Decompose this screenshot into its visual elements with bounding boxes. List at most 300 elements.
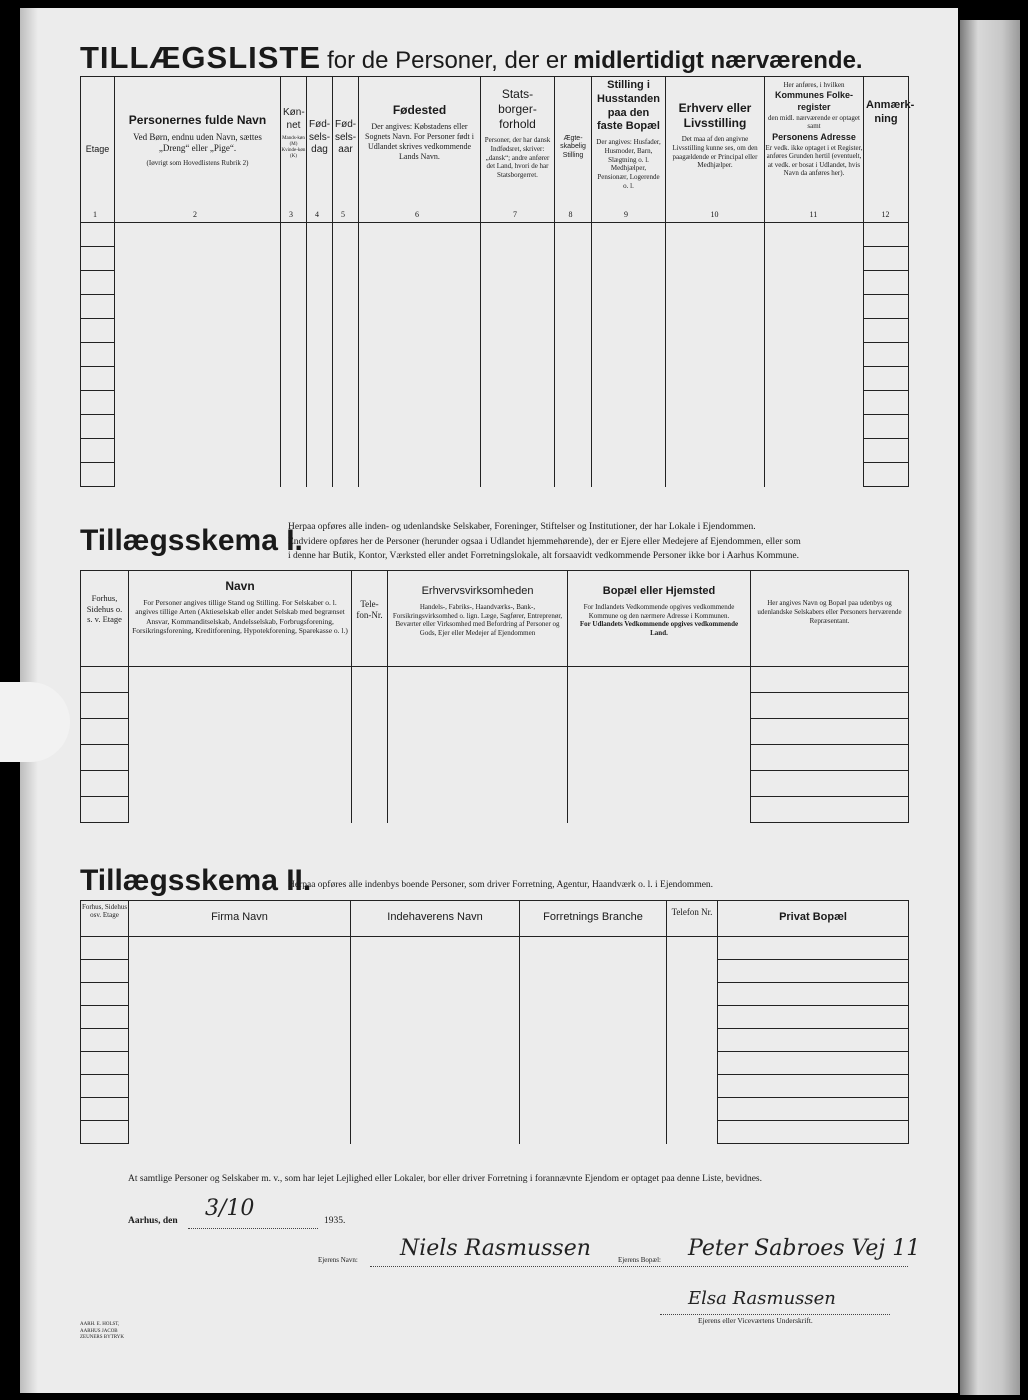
main-table-cell (307, 415, 333, 439)
skema2-table-cell (520, 937, 667, 960)
main-table-row (81, 439, 909, 463)
main-table-cell (333, 271, 359, 295)
skema1-table-cell (81, 667, 129, 693)
main-table-cell (555, 343, 592, 367)
skema1-table-cell (388, 745, 568, 771)
col-register: Her anføres, i hvilken Kommunes Folke-register den midl. nærværende er optaget samt Personens Adresse Er vedk. ikke optaget i et Register, anføres Grunden hertil (eventuelt, at vedk. er bosat i Udlandet, hvis Navn da anføres her). (765, 77, 864, 223)
main-table-cell (765, 247, 864, 271)
main-table-cell (333, 343, 359, 367)
main-table-cell (481, 295, 555, 319)
skema1-table-cell (352, 771, 388, 797)
title-bold: midlertidigt nærværende. (573, 47, 863, 74)
skema1-col-forhus: Forhus, Sidehus o. s. v. Etage (81, 571, 129, 667)
skema2-table-cell (81, 1121, 129, 1144)
skema1-description: Herpaa opføres alle inden- og udenlandske Selskaber, Foreninger, Stiftelser og Institutioner, der har Lokale i Ejendommen. Endvidere opføres her de Personer (herunder ogsaa i Udlandet hjemmehørende), der er Ejere eller Medejere af Ejendommen, eller som i denne har Butik, Kontor, Værksted eller andet Forretningslokale, alt forsaavidt vedkommende Personer ikke bor i Aarhus Kommune. (288, 522, 801, 562)
main-table-cell (765, 391, 864, 415)
column-number: 4 (315, 210, 319, 219)
main-table-cell (281, 343, 307, 367)
main-table-cell (81, 343, 115, 367)
skema1-col-navn: Navn For Personer angives tillige Stand og Stilling. For Selskaber o. l. angives tillige Arten (Aktieselskab eller andet Selskab med begrænset Ansvar, Kommanditselskab, Andelsselskab, Forbrugsforening, Forsikringsforening, Kreditforening, Hypotekforening, Sparekasse o. l.) (129, 571, 352, 667)
skema2-table-cell (351, 1075, 520, 1098)
column-number: 11 (809, 210, 818, 219)
skema2-table-cell (129, 937, 351, 960)
main-table-cell (592, 343, 666, 367)
skema2-table-cell (718, 1052, 909, 1075)
skema2-table-cell (718, 1006, 909, 1029)
page-title (80, 40, 863, 76)
skema1-table-cell (129, 771, 352, 797)
skema2-col-bopael: Privat Bopæl (718, 901, 909, 937)
main-table-cell (555, 295, 592, 319)
main-table-cell (359, 247, 481, 271)
skema1-table-row (81, 797, 909, 823)
main-table-cell (359, 367, 481, 391)
skema1-table-cell (751, 745, 909, 771)
date-handwritten: 3/10 (205, 1196, 255, 1221)
main-table-cell (115, 247, 281, 271)
main-table-cell (864, 247, 909, 271)
skema1-table-cell (388, 771, 568, 797)
owner-name-handwritten: Niels Rasmussen (400, 1236, 591, 1261)
column-number: 12 (881, 210, 890, 219)
main-table-cell (592, 247, 666, 271)
skema2-table-cell (351, 1029, 520, 1052)
skema2-table-cell (129, 1029, 351, 1052)
main-table-cell (481, 367, 555, 391)
skema2-table-cell (718, 1098, 909, 1121)
skema2-table-cell (667, 960, 718, 983)
main-table-cell (864, 463, 909, 487)
main-table-cell (81, 463, 115, 487)
skema2-table-cell (718, 1121, 909, 1144)
skema1-table-cell (81, 771, 129, 797)
main-table-cell (555, 367, 592, 391)
main-table-cell (333, 415, 359, 439)
main-table-cell (81, 367, 115, 391)
main-table-row (81, 223, 909, 247)
signature-label: Ejerens eller Viceværtens Underskrift. (698, 1316, 813, 1325)
main-table-row (81, 319, 909, 343)
skema2-table-cell (351, 1098, 520, 1121)
signature-handwritten: Elsa Rasmussen (688, 1288, 836, 1309)
skema1-table-row (81, 771, 909, 797)
skema2-table-cell (667, 983, 718, 1006)
skema2-table-cell (81, 1052, 129, 1075)
skema2-table-cell (81, 1029, 129, 1052)
main-table (80, 76, 915, 487)
main-table-row (81, 391, 909, 415)
skema1-table (80, 570, 909, 823)
skema2-col-indehaver: Indehaverens Navn (351, 901, 520, 937)
main-table-cell (307, 223, 333, 247)
main-table-cell (765, 319, 864, 343)
main-table-cell (115, 295, 281, 319)
main-table-cell (864, 415, 909, 439)
main-table-cell (307, 319, 333, 343)
signature-line (660, 1314, 890, 1315)
skema1-col-repraesentant: Her angives Navn og Bopæl paa udenbys og udenlandske Selskabers eller Personers herværende Repræsentant. (751, 571, 909, 667)
main-table-cell (281, 223, 307, 247)
main-table-cell (555, 223, 592, 247)
main-table-cell (281, 271, 307, 295)
main-table-cell (81, 295, 115, 319)
main-table-cell (281, 391, 307, 415)
main-table-cell (359, 295, 481, 319)
main-table-cell (555, 319, 592, 343)
main-table-row (81, 463, 909, 487)
printer-imprint: AARH. E. HOLST, AARHUS JACOB ZEUNERS BYTRYK (80, 1322, 125, 1340)
skema2-table-cell (718, 937, 909, 960)
skema2-table-cell (520, 1098, 667, 1121)
skema2-table-cell (718, 960, 909, 983)
main-table-cell (281, 367, 307, 391)
main-table-cell (333, 247, 359, 271)
skema2-table-cell (351, 983, 520, 1006)
col-stilling: Stilling i Husstanden paa den faste Bopæl Der angives: Husfader, Husmoder, Barn, Slægtning o. l. Medhjælper, Pensionær, Logerende o. l. (592, 77, 666, 223)
skema2-table-cell (667, 1029, 718, 1052)
skema2-table-cell (129, 1075, 351, 1098)
col-etage: Etage (81, 77, 115, 223)
column-number: 6 (415, 210, 419, 219)
owner-name-label: Ejerens Navn: (318, 1256, 358, 1264)
skema2-table-row (81, 1006, 909, 1029)
main-table-cell (115, 415, 281, 439)
main-table-cell (281, 319, 307, 343)
skema1-table-row (81, 745, 909, 771)
main-table-cell (864, 271, 909, 295)
main-table-cell (592, 415, 666, 439)
column-number: 2 (193, 210, 197, 219)
skema1-table-cell (129, 745, 352, 771)
skema2-table-row (81, 1052, 909, 1075)
main-table-cell (281, 415, 307, 439)
skema1-table-cell (352, 719, 388, 745)
main-table-row (81, 415, 909, 439)
skema1-table-cell (751, 667, 909, 693)
main-table-cell (307, 463, 333, 487)
main-table-cell (359, 223, 481, 247)
skema2-table-cell (667, 1052, 718, 1075)
main-table-cell (307, 295, 333, 319)
skema1-table-cell (388, 667, 568, 693)
footer-place: Aarhus, den (128, 1216, 178, 1226)
skema2-table-cell (667, 937, 718, 960)
skema1-table-cell (129, 719, 352, 745)
skema2-table-row (81, 983, 909, 1006)
skema1-table-cell (81, 719, 129, 745)
skema2-table-row (81, 1029, 909, 1052)
skema2-table-cell (520, 1052, 667, 1075)
skema2-table-cell (351, 960, 520, 983)
owner-line (370, 1266, 908, 1267)
main-table-cell (666, 295, 765, 319)
main-table-cell (555, 247, 592, 271)
main-table-cell (81, 439, 115, 463)
skema1-table-cell (352, 667, 388, 693)
main-table-cell (592, 391, 666, 415)
col-name: Personernes fulde Navn Ved Børn, endnu uden Navn, sættes „Dreng“ eller „Pige“. (Iøvrigt som Hovedlistens Rubrik 2) (115, 77, 281, 223)
main-table-cell (359, 463, 481, 487)
main-table-cell (481, 463, 555, 487)
main-table-cell (281, 247, 307, 271)
skema1-table-cell (388, 719, 568, 745)
main-table-cell (666, 223, 765, 247)
owner-address-handwritten: Peter Sabroes Vej 11 (688, 1236, 921, 1261)
skema1-table-cell (352, 745, 388, 771)
main-table-cell (481, 319, 555, 343)
skema2-table-cell (520, 1075, 667, 1098)
skema2-table-cell (129, 1052, 351, 1075)
skema2-table-cell (520, 983, 667, 1006)
main-table-cell (333, 391, 359, 415)
main-table-cell (864, 295, 909, 319)
main-table-cell (81, 319, 115, 343)
skema2-table-row (81, 960, 909, 983)
owner-address-label: Ejerens Bopæl: (618, 1256, 661, 1264)
skema2-table-cell (520, 960, 667, 983)
skema1-table-cell (388, 797, 568, 823)
main-table-cell (359, 415, 481, 439)
skema2-table-cell (667, 1121, 718, 1144)
skema2-table-cell (129, 1121, 351, 1144)
main-table-cell (555, 439, 592, 463)
col-erhverv: Erhverv eller Livsstilling Det maa af den angivne Livsstilling kunne ses, om den paagældende er Principal eller Medhjælper. (666, 77, 765, 223)
main-table-row (81, 367, 909, 391)
main-table-cell (555, 271, 592, 295)
skema2-col-branche: Forretnings Branche (520, 901, 667, 937)
main-table-cell (864, 223, 909, 247)
main-table-cell (765, 343, 864, 367)
skema2-table (80, 900, 909, 1144)
skema1-table-cell (568, 771, 751, 797)
main-table-cell (81, 223, 115, 247)
main-table-cell (481, 247, 555, 271)
main-table-row (81, 343, 909, 367)
skema2-table-cell (667, 1075, 718, 1098)
skema2-table-row (81, 1121, 909, 1144)
main-table-cell (115, 439, 281, 463)
skema2-table-cell (520, 1006, 667, 1029)
skema2-table-cell (718, 983, 909, 1006)
skema1-table-cell (751, 797, 909, 823)
main-table-cell (115, 463, 281, 487)
main-table-cell (333, 367, 359, 391)
main-table-cell (666, 415, 765, 439)
col-anmaerkning: Anmærk-ning (864, 77, 909, 223)
main-table-cell (666, 463, 765, 487)
skema1-table-row (81, 719, 909, 745)
main-table-cell (359, 343, 481, 367)
skema1-title: Tillægsskema I. (80, 524, 303, 557)
skema2-table-row (81, 1098, 909, 1121)
main-table-header-row (81, 77, 909, 223)
skema2-table-cell (81, 1006, 129, 1029)
main-table-cell (307, 391, 333, 415)
main-table-cell (481, 415, 555, 439)
skema1-table-cell (81, 693, 129, 719)
main-table-cell (115, 343, 281, 367)
column-number: 5 (341, 210, 345, 219)
main-table-cell (115, 319, 281, 343)
skema2-table-row (81, 937, 909, 960)
main-table-row (81, 295, 909, 319)
main-table-cell (864, 367, 909, 391)
main-table-cell (307, 439, 333, 463)
skema1-table-cell (81, 745, 129, 771)
skema2-table-cell (351, 937, 520, 960)
skema1-table-cell (129, 693, 352, 719)
col-fodselsaar: Fød-sels-aar (333, 77, 359, 223)
main-table-cell (81, 391, 115, 415)
main-table-cell (592, 295, 666, 319)
skema2-table-cell (81, 960, 129, 983)
main-table-cell (81, 271, 115, 295)
main-table-cell (115, 271, 281, 295)
main-table-cell (765, 439, 864, 463)
main-table-cell (359, 391, 481, 415)
adjacent-page-edge (960, 20, 1020, 1395)
skema1-table-cell (129, 797, 352, 823)
main-table-cell (359, 319, 481, 343)
main-table-cell (115, 391, 281, 415)
skema2-table-cell (351, 1006, 520, 1029)
skema2-table-cell (718, 1029, 909, 1052)
skema1-table-row (81, 693, 909, 719)
main-table-cell (307, 343, 333, 367)
main-table-cell (481, 223, 555, 247)
main-table-cell (765, 295, 864, 319)
col-statsborger: Stats-borger-forhold Personer, der har dansk Indfødsret, skriver: „dansk“; andre anfører det Land, hvori de har Statsborgerret. (481, 77, 555, 223)
skema1-table-cell (751, 693, 909, 719)
skema2-col-telefon: Telefon Nr. (667, 901, 718, 937)
skema1-table-cell (129, 667, 352, 693)
skema2-table-cell (81, 937, 129, 960)
skema1-table-cell (568, 693, 751, 719)
footer-statement: At samtlige Personer og Selskaber m. v., som har lejet Lejlighed eller Lokaler, bor eller driver Forretning i forannævnte Ejendom er optaget paa denne Liste, bevidnes. (128, 1174, 762, 1184)
main-table-cell (555, 463, 592, 487)
main-table-cell (666, 439, 765, 463)
main-table-cell (359, 439, 481, 463)
skema2-description: Herpaa opføres alle indenbys boende Personer, som driver Forretning, Agentur, Haandværk o. l. i Ejendommen. (288, 880, 714, 890)
column-number: 8 (568, 210, 573, 219)
skema2-table-cell (81, 1098, 129, 1121)
main-table-cell (666, 247, 765, 271)
main-table-cell (765, 223, 864, 247)
skema1-table-cell (568, 667, 751, 693)
skema2-col-firma: Firma Navn (129, 901, 351, 937)
skema2-table-cell (520, 1029, 667, 1052)
main-table-cell (592, 271, 666, 295)
footer-year: 1935. (324, 1216, 346, 1226)
main-table-cell (81, 247, 115, 271)
main-table-cell (765, 367, 864, 391)
column-number: 9 (624, 210, 628, 219)
skema2-table-cell (129, 1098, 351, 1121)
main-table-cell (481, 343, 555, 367)
main-table-cell (115, 367, 281, 391)
main-table-cell (666, 391, 765, 415)
col-fodested: Fødested Der angives: Købstadens eller Sognets Navn. For Personer født i Udlandet skrives vedkommende Lands Navn. (359, 77, 481, 223)
skema2-header-row (81, 901, 909, 937)
col-fodselsdag: Fød-sels-dag (307, 77, 333, 223)
main-table-cell (555, 415, 592, 439)
main-table-cell (81, 415, 115, 439)
skema2-table-cell (129, 983, 351, 1006)
main-table-cell (592, 319, 666, 343)
skema1-header-row (81, 571, 909, 667)
column-number: 7 (513, 210, 517, 219)
column-number: 10 (710, 210, 719, 219)
skema2-table-cell (129, 1006, 351, 1029)
main-table-cell (481, 271, 555, 295)
col-kon: Køn-net Mands-køn (M) Kvinde-køn (K) (281, 77, 307, 223)
main-table-cell (359, 271, 481, 295)
skema1-table-cell (568, 797, 751, 823)
main-table-cell (307, 367, 333, 391)
skema1-table-cell (352, 693, 388, 719)
main-table-cell (555, 391, 592, 415)
skema2-table-cell (667, 1006, 718, 1029)
main-table-cell (765, 271, 864, 295)
main-table-cell (666, 343, 765, 367)
main-table-cell (765, 415, 864, 439)
main-table-cell (765, 463, 864, 487)
skema2-table-cell (129, 960, 351, 983)
column-number: 1 (93, 210, 97, 219)
main-table-cell (666, 367, 765, 391)
skema2-table-cell (667, 1098, 718, 1121)
main-table-cell (281, 439, 307, 463)
main-table-cell (281, 295, 307, 319)
skema2-title: Tillægsskema II. (80, 864, 312, 897)
skema2-table-cell (81, 1075, 129, 1098)
main-table-cell (481, 439, 555, 463)
main-table-cell (333, 295, 359, 319)
date-line (188, 1228, 318, 1229)
skema1-table-row (81, 667, 909, 693)
main-table-cell (864, 319, 909, 343)
skema1-table-cell (352, 797, 388, 823)
main-table-cell (592, 367, 666, 391)
main-table-cell (864, 343, 909, 367)
main-table-cell (307, 271, 333, 295)
skema2-table-cell (351, 1052, 520, 1075)
main-table-cell (333, 439, 359, 463)
main-table-cell (592, 439, 666, 463)
main-table-cell (666, 319, 765, 343)
main-table-cell (864, 391, 909, 415)
skema1-table-cell (751, 719, 909, 745)
skema2-table-cell (520, 1121, 667, 1144)
skema1-table-cell (751, 771, 909, 797)
title-main: TILLÆGSLISTE (80, 40, 322, 75)
main-table-cell (481, 391, 555, 415)
main-table-cell (333, 319, 359, 343)
skema1-table-cell (388, 693, 568, 719)
skema2-table-cell (81, 983, 129, 1006)
title-middle: for de Personer, der er (327, 47, 568, 74)
skema1-table-cell (568, 719, 751, 745)
main-table-cell (333, 463, 359, 487)
skema1-col-erhverv: Erhvervsvirksomheden Handels-, Fabriks-, Haandværks-, Bank-, Forsikringsvirksomhed o. lign. Læge, Sagfører, Entreprenør, Beværter eller Virksomhed med Befordring af Personer og Gods, Ejer eller Medejer af Ejendommen (388, 571, 568, 667)
main-table-cell (864, 439, 909, 463)
skema2-col-forhus: Forhus, Sidehus osv. Etage (81, 901, 129, 937)
main-table-cell (333, 223, 359, 247)
skema1-table-cell (568, 745, 751, 771)
main-table-cell (115, 223, 281, 247)
col-aegteskab: Ægte-skabelig Stilling (555, 77, 592, 223)
main-table-cell (592, 463, 666, 487)
